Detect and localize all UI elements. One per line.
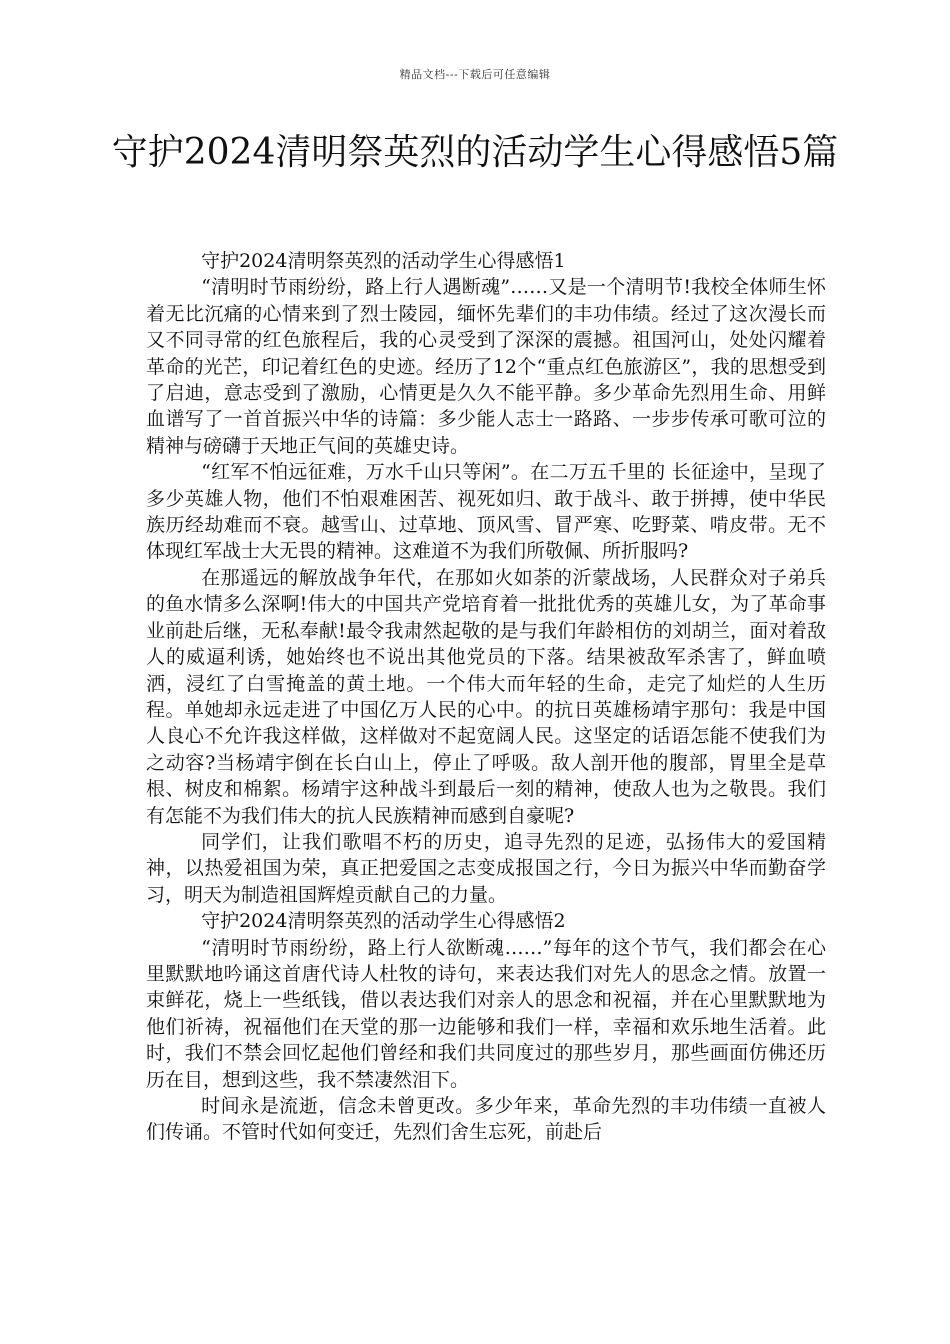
section-heading: 守护2024清明祭英烈的活动学生心得感悟2	[201, 910, 566, 933]
header-note: 精品文档---下载后可任意编辑	[399, 68, 551, 81]
document-body	[146, 248, 826, 1146]
paragraph: “清明时节雨纷纷，路上行人遇断魂”……又是一个清明节!我校全体师生怀着无比沉痛的心情来到了烈士陵园，缅怀先辈们的丰功伟绩。经过了这次漫长而又不同寻常的红色旅程后，我的心灵受到了深深的震撼。祖国河山，处处闪耀着革命的光芒，印记着红色的史迹。经历了12个“重点红色旅游区”，我的思想受到了启迪，意志受到了激励，心情更是久久不能平静。多少革命先烈用生命、用鲜血谱写了一首首振兴中华的诗篇：多少能人志士一路路、一步步传承可歌可泣的精神与磅礴于天地正气间的英雄史诗。	[146, 276, 826, 457]
paragraph: 同学们，让我们歌唱不朽的历史，追寻先烈的足迹，弘扬伟大的爱国精神，以热爱祖国为荣，真正把爱国之志变成报国之行，今日为振兴中华而勤奋学习，明天为制造祖国辉煌贡献自己的力量。	[146, 830, 826, 906]
paragraph: “红军不怕远征难，万水千山只等闲”。在二万五千里的 长征途中，呈现了多少英雄人物，他们不怕艰难困苦、视死如归、敢于战斗、敢于拼搏，使中华民族历经劫难而不衰。越雪山、过草地、顶风雪、冒严寒、吃野菜、啃皮带。无不体现红军战士大无畏的精神。这难道不为我们所敬佩、所折服吗?	[146, 461, 826, 563]
paragraph: 时间永是流逝，信念未曾更改。多少年来，革命先烈的丰功伟绩一直被人们传诵。不管时代如何变迁，先烈们舍生忘死，前赴后	[146, 1095, 826, 1144]
paragraph: “清明时节雨纷纷，路上行人欲断魂……”每年的这个节气，我们都会在心里默默地吟诵这首唐代诗人杜牧的诗句，来表达我们对先人的思念之情。放置一束鲜花，烧上一些纸钱，借以表达我们对亲人的思念和祝福，并在心里默默地为他们祈祷，祝福他们在天堂的那一边能够和我们一样，幸福和欢乐地生活着。此时，我们不禁会回忆起他们曾经和我们共同度过的那些岁月，那些画面仿佛还历历在目，想到这些，我不禁凄然泪下。	[146, 936, 826, 1091]
document-title: 守护2024清明祭英烈的活动学生心得感悟5篇	[111, 132, 839, 173]
paragraph: 在那遥远的解放战争年代，在那如火如荼的沂蒙战场，人民群众对子弟兵的鱼水情多么深啊!伟大的中国共产党培育着一批批优秀的英雄儿女，为了革命事业前赴后继，无私奉献!最令我肃然起敬的是与我们年龄相仿的刘胡兰，面对着敌人的威逼利诱，她始终也不说出其他党员的下落。结果被敌军杀害了，鲜血喷洒，浸红了白雪掩盖的黄土地。一个伟大而年轻的生命，走完了灿烂的人生历程。单她却永远走进了中国亿万人民的心中。的抗日英雄杨靖宇那句：我是中国人良心不允许我这样做，这样做对不起宽阔人民。这坚定的话语怎能不使我们为之动容?当杨靖宇倒在长白山上，停止了呼吸。敌人剖开他的腹部，胃里全是草根、树皮和棉絮。杨靖宇这种战斗到最后一刻的精神，使敌人也为之敬畏。我们有怎能不为我们伟大的抗人民族精神而感到自豪呢?	[146, 566, 826, 827]
section-heading: 守护2024清明祭英烈的活动学生心得感悟1	[201, 250, 566, 272]
